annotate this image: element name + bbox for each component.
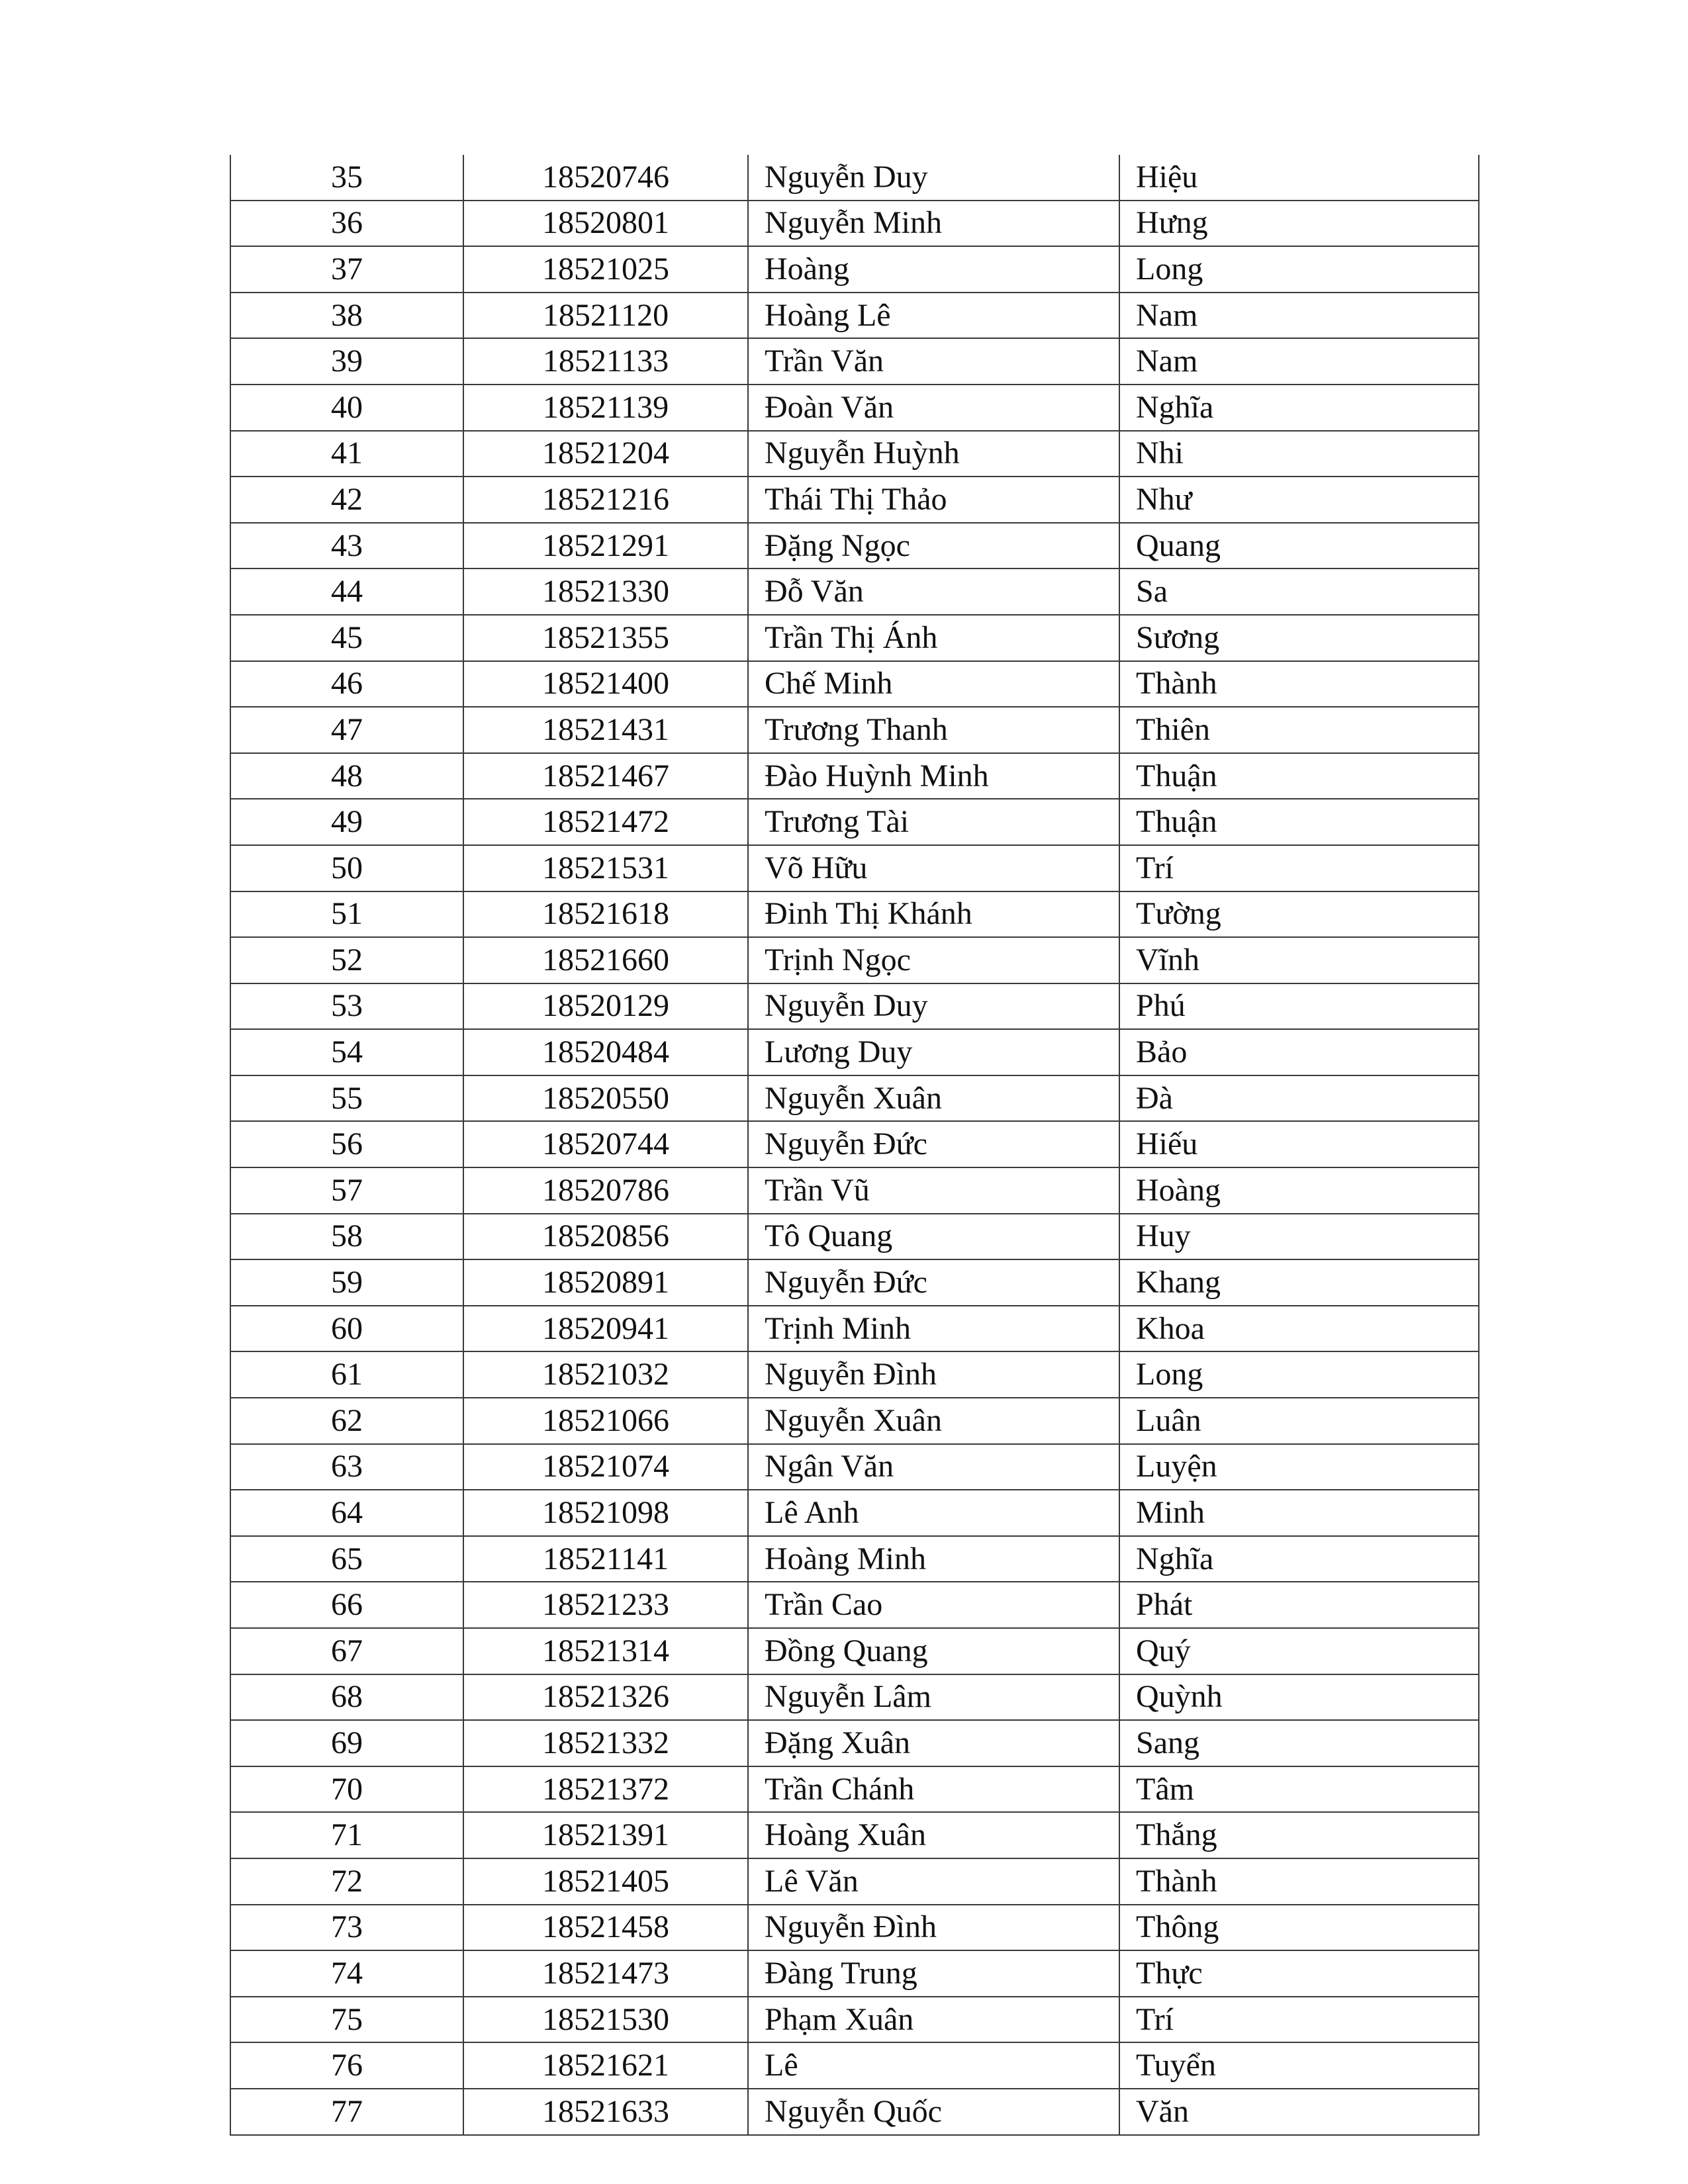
first-name-cell: Quang bbox=[1119, 523, 1479, 569]
first-name-cell: Như bbox=[1119, 477, 1479, 523]
row-number-cell: 44 bbox=[230, 569, 463, 615]
last-middle-name-cell: Nguyễn Minh bbox=[748, 201, 1119, 247]
row-number-cell: 64 bbox=[230, 1490, 463, 1536]
student-id-cell: 18521458 bbox=[463, 1905, 748, 1951]
first-name-cell: Nhi bbox=[1119, 431, 1479, 477]
table-row bbox=[230, 201, 1479, 247]
last-middle-name-cell: Đặng Ngọc bbox=[748, 523, 1119, 569]
first-name-cell: Hoàng bbox=[1119, 1167, 1479, 1214]
student-id-cell: 18521291 bbox=[463, 523, 748, 569]
row-number-cell: 72 bbox=[230, 1858, 463, 1905]
last-middle-name-cell: Trần Cao bbox=[748, 1582, 1119, 1628]
student-id-cell: 18521391 bbox=[463, 1812, 748, 1858]
table-row bbox=[230, 1121, 1479, 1167]
last-middle-name-cell: Hoàng bbox=[748, 246, 1119, 293]
table-row bbox=[230, 1351, 1479, 1398]
table-row bbox=[230, 1029, 1479, 1075]
row-number-cell: 37 bbox=[230, 246, 463, 293]
first-name-cell: Thắng bbox=[1119, 1812, 1479, 1858]
table-row bbox=[230, 1167, 1479, 1214]
row-number-cell: 58 bbox=[230, 1214, 463, 1260]
student-id-cell: 18521472 bbox=[463, 799, 748, 845]
table-row bbox=[230, 385, 1479, 431]
row-number-cell: 73 bbox=[230, 1905, 463, 1951]
row-number-cell: 61 bbox=[230, 1351, 463, 1398]
last-middle-name-cell: Hoàng Lê bbox=[748, 293, 1119, 339]
student-id-cell: 18521133 bbox=[463, 338, 748, 385]
table-row bbox=[230, 1674, 1479, 1721]
first-name-cell: Thiên bbox=[1119, 707, 1479, 753]
first-name-cell: Thành bbox=[1119, 1858, 1479, 1905]
table-row bbox=[230, 1628, 1479, 1674]
student-id-cell: 18520129 bbox=[463, 983, 748, 1030]
student-id-cell: 18521473 bbox=[463, 1950, 748, 1997]
student-id-cell: 18520746 bbox=[463, 155, 748, 201]
student-id-cell: 18521660 bbox=[463, 937, 748, 983]
student-id-cell: 18521621 bbox=[463, 2042, 748, 2089]
row-number-cell: 46 bbox=[230, 661, 463, 707]
last-middle-name-cell: Đỗ Văn bbox=[748, 569, 1119, 615]
table-row bbox=[230, 477, 1479, 523]
last-middle-name-cell: Nguyễn Duy bbox=[748, 155, 1119, 201]
student-id-cell: 18521032 bbox=[463, 1351, 748, 1398]
student-id-cell: 18520941 bbox=[463, 1306, 748, 1352]
first-name-cell: Quý bbox=[1119, 1628, 1479, 1674]
table-row bbox=[230, 1766, 1479, 1813]
student-id-cell: 18521531 bbox=[463, 845, 748, 891]
first-name-cell: Bảo bbox=[1119, 1029, 1479, 1075]
last-middle-name-cell: Nguyễn Đức bbox=[748, 1259, 1119, 1306]
last-middle-name-cell: Trương Thanh bbox=[748, 707, 1119, 753]
student-id-cell: 18521314 bbox=[463, 1628, 748, 1674]
last-middle-name-cell: Trịnh Ngọc bbox=[748, 937, 1119, 983]
last-middle-name-cell: Phạm Xuân bbox=[748, 1997, 1119, 2043]
first-name-cell: Khoa bbox=[1119, 1306, 1479, 1352]
last-middle-name-cell: Chế Minh bbox=[748, 661, 1119, 707]
table-row bbox=[230, 1720, 1479, 1766]
row-number-cell: 55 bbox=[230, 1075, 463, 1122]
first-name-cell: Minh bbox=[1119, 1490, 1479, 1536]
student-id-cell: 18520891 bbox=[463, 1259, 748, 1306]
row-number-cell: 47 bbox=[230, 707, 463, 753]
row-number-cell: 63 bbox=[230, 1444, 463, 1490]
table-row bbox=[230, 845, 1479, 891]
first-name-cell: Nam bbox=[1119, 293, 1479, 339]
first-name-cell: Luân bbox=[1119, 1398, 1479, 1444]
row-number-cell: 41 bbox=[230, 431, 463, 477]
row-number-cell: 48 bbox=[230, 753, 463, 799]
first-name-cell: Tường bbox=[1119, 891, 1479, 938]
first-name-cell: Thuận bbox=[1119, 799, 1479, 845]
last-middle-name-cell: Nguyễn Đình bbox=[748, 1905, 1119, 1951]
last-middle-name-cell: Nguyễn Đình bbox=[748, 1351, 1119, 1398]
student-id-cell: 18521233 bbox=[463, 1582, 748, 1628]
row-number-cell: 38 bbox=[230, 293, 463, 339]
last-middle-name-cell: Nguyễn Quốc bbox=[748, 2089, 1119, 2135]
table-row bbox=[230, 1444, 1479, 1490]
row-number-cell: 43 bbox=[230, 523, 463, 569]
table-row bbox=[230, 338, 1479, 385]
first-name-cell: Nghĩa bbox=[1119, 385, 1479, 431]
table-row bbox=[230, 1812, 1479, 1858]
first-name-cell: Thực bbox=[1119, 1950, 1479, 1997]
row-number-cell: 69 bbox=[230, 1720, 463, 1766]
last-middle-name-cell: Đặng Xuân bbox=[748, 1720, 1119, 1766]
table-row bbox=[230, 1858, 1479, 1905]
student-id-cell: 18520744 bbox=[463, 1121, 748, 1167]
first-name-cell: Thông bbox=[1119, 1905, 1479, 1951]
row-number-cell: 40 bbox=[230, 385, 463, 431]
row-number-cell: 62 bbox=[230, 1398, 463, 1444]
student-id-cell: 18521330 bbox=[463, 569, 748, 615]
student-id-cell: 18520856 bbox=[463, 1214, 748, 1260]
row-number-cell: 49 bbox=[230, 799, 463, 845]
student-id-cell: 18521204 bbox=[463, 431, 748, 477]
row-number-cell: 57 bbox=[230, 1167, 463, 1214]
table-row bbox=[230, 155, 1479, 201]
last-middle-name-cell: Hoàng Xuân bbox=[748, 1812, 1119, 1858]
first-name-cell: Hưng bbox=[1119, 201, 1479, 247]
first-name-cell: Trí bbox=[1119, 1997, 1479, 2043]
table-row bbox=[230, 523, 1479, 569]
student-id-cell: 18521355 bbox=[463, 615, 748, 661]
student-id-cell: 18521530 bbox=[463, 1997, 748, 2043]
student-id-cell: 18521120 bbox=[463, 293, 748, 339]
row-number-cell: 70 bbox=[230, 1766, 463, 1813]
table-row bbox=[230, 753, 1479, 799]
student-id-cell: 18520484 bbox=[463, 1029, 748, 1075]
row-number-cell: 75 bbox=[230, 1997, 463, 2043]
student-id-cell: 18521025 bbox=[463, 246, 748, 293]
first-name-cell: Huy bbox=[1119, 1214, 1479, 1260]
table-row bbox=[230, 2042, 1479, 2089]
row-number-cell: 54 bbox=[230, 1029, 463, 1075]
table-row bbox=[230, 1398, 1479, 1444]
student-id-cell: 18521633 bbox=[463, 2089, 748, 2135]
row-number-cell: 35 bbox=[230, 155, 463, 201]
row-number-cell: 74 bbox=[230, 1950, 463, 1997]
last-middle-name-cell: Tô Quang bbox=[748, 1214, 1119, 1260]
student-id-cell: 18521618 bbox=[463, 891, 748, 938]
last-middle-name-cell: Võ Hữu bbox=[748, 845, 1119, 891]
last-middle-name-cell: Nguyễn Xuân bbox=[748, 1398, 1119, 1444]
last-middle-name-cell: Trần Thị Ánh bbox=[748, 615, 1119, 661]
student-id-cell: 18521372 bbox=[463, 1766, 748, 1813]
row-number-cell: 65 bbox=[230, 1536, 463, 1582]
table-row bbox=[230, 1950, 1479, 1997]
student-id-cell: 18521216 bbox=[463, 477, 748, 523]
row-number-cell: 77 bbox=[230, 2089, 463, 2135]
table-row bbox=[230, 1582, 1479, 1628]
student-id-cell: 18521431 bbox=[463, 707, 748, 753]
first-name-cell: Vĩnh bbox=[1119, 937, 1479, 983]
student-id-cell: 18521141 bbox=[463, 1536, 748, 1582]
last-middle-name-cell: Trần Chánh bbox=[748, 1766, 1119, 1813]
row-number-cell: 76 bbox=[230, 2042, 463, 2089]
last-middle-name-cell: Nguyễn Huỳnh bbox=[748, 431, 1119, 477]
table-row bbox=[230, 1536, 1479, 1582]
last-middle-name-cell: Nguyễn Xuân bbox=[748, 1075, 1119, 1122]
first-name-cell: Quỳnh bbox=[1119, 1674, 1479, 1721]
table-row bbox=[230, 891, 1479, 938]
student-id-cell: 18521405 bbox=[463, 1858, 748, 1905]
table-row bbox=[230, 615, 1479, 661]
row-number-cell: 71 bbox=[230, 1812, 463, 1858]
row-number-cell: 50 bbox=[230, 845, 463, 891]
row-number-cell: 42 bbox=[230, 477, 463, 523]
first-name-cell: Long bbox=[1119, 1351, 1479, 1398]
student-id-cell: 18521326 bbox=[463, 1674, 748, 1721]
first-name-cell: Tuyển bbox=[1119, 2042, 1479, 2089]
row-number-cell: 53 bbox=[230, 983, 463, 1030]
row-number-cell: 52 bbox=[230, 937, 463, 983]
table-row bbox=[230, 1905, 1479, 1951]
student-id-cell: 18520550 bbox=[463, 1075, 748, 1122]
first-name-cell: Văn bbox=[1119, 2089, 1479, 2135]
student-id-cell: 18521467 bbox=[463, 753, 748, 799]
first-name-cell: Nam bbox=[1119, 338, 1479, 385]
last-middle-name-cell: Đồng Quang bbox=[748, 1628, 1119, 1674]
first-name-cell: Thành bbox=[1119, 661, 1479, 707]
last-middle-name-cell: Lê Văn bbox=[748, 1858, 1119, 1905]
table-row bbox=[230, 661, 1479, 707]
first-name-cell: Thuận bbox=[1119, 753, 1479, 799]
first-name-cell: Phú bbox=[1119, 983, 1479, 1030]
row-number-cell: 56 bbox=[230, 1121, 463, 1167]
last-middle-name-cell: Thái Thị Thảo bbox=[748, 477, 1119, 523]
last-middle-name-cell: Trương Tài bbox=[748, 799, 1119, 845]
student-id-cell: 18521074 bbox=[463, 1444, 748, 1490]
first-name-cell: Sương bbox=[1119, 615, 1479, 661]
student-list-body bbox=[230, 155, 1479, 2135]
table-row bbox=[230, 1214, 1479, 1260]
first-name-cell: Sa bbox=[1119, 569, 1479, 615]
last-middle-name-cell: Lương Duy bbox=[748, 1029, 1119, 1075]
first-name-cell: Tâm bbox=[1119, 1766, 1479, 1813]
first-name-cell: Nghĩa bbox=[1119, 1536, 1479, 1582]
row-number-cell: 66 bbox=[230, 1582, 463, 1628]
row-number-cell: 51 bbox=[230, 891, 463, 938]
first-name-cell: Khang bbox=[1119, 1259, 1479, 1306]
last-middle-name-cell: Hoàng Minh bbox=[748, 1536, 1119, 1582]
table-row bbox=[230, 799, 1479, 845]
student-id-cell: 18521139 bbox=[463, 385, 748, 431]
table-row bbox=[230, 937, 1479, 983]
last-middle-name-cell: Lê Anh bbox=[748, 1490, 1119, 1536]
table-row bbox=[230, 431, 1479, 477]
first-name-cell: Hiếu bbox=[1119, 1121, 1479, 1167]
last-middle-name-cell: Trịnh Minh bbox=[748, 1306, 1119, 1352]
student-id-cell: 18521332 bbox=[463, 1720, 748, 1766]
first-name-cell: Luyện bbox=[1119, 1444, 1479, 1490]
table-row bbox=[230, 2089, 1479, 2135]
last-middle-name-cell: Đinh Thị Khánh bbox=[748, 891, 1119, 938]
last-middle-name-cell: Ngân Văn bbox=[748, 1444, 1119, 1490]
row-number-cell: 60 bbox=[230, 1306, 463, 1352]
last-middle-name-cell: Nguyễn Duy bbox=[748, 983, 1119, 1030]
first-name-cell: Đà bbox=[1119, 1075, 1479, 1122]
row-number-cell: 36 bbox=[230, 201, 463, 247]
table-row bbox=[230, 707, 1479, 753]
table-row bbox=[230, 569, 1479, 615]
first-name-cell: Sang bbox=[1119, 1720, 1479, 1766]
first-name-cell: Hiệu bbox=[1119, 155, 1479, 201]
row-number-cell: 45 bbox=[230, 615, 463, 661]
student-id-cell: 18521400 bbox=[463, 661, 748, 707]
table-row bbox=[230, 1075, 1479, 1122]
table-row bbox=[230, 293, 1479, 339]
last-middle-name-cell: Nguyễn Lâm bbox=[748, 1674, 1119, 1721]
row-number-cell: 67 bbox=[230, 1628, 463, 1674]
last-middle-name-cell: Trần Văn bbox=[748, 338, 1119, 385]
table-row bbox=[230, 246, 1479, 293]
last-middle-name-cell: Đào Huỳnh Minh bbox=[748, 753, 1119, 799]
first-name-cell: Phát bbox=[1119, 1582, 1479, 1628]
row-number-cell: 59 bbox=[230, 1259, 463, 1306]
student-id-cell: 18520786 bbox=[463, 1167, 748, 1214]
table-row bbox=[230, 1997, 1479, 2043]
row-number-cell: 68 bbox=[230, 1674, 463, 1721]
last-middle-name-cell: Đoàn Văn bbox=[748, 385, 1119, 431]
table-row bbox=[230, 983, 1479, 1030]
student-id-cell: 18521098 bbox=[463, 1490, 748, 1536]
student-id-cell: 18521066 bbox=[463, 1398, 748, 1444]
last-middle-name-cell: Trần Vũ bbox=[748, 1167, 1119, 1214]
first-name-cell: Long bbox=[1119, 246, 1479, 293]
first-name-cell: Trí bbox=[1119, 845, 1479, 891]
table-row bbox=[230, 1490, 1479, 1536]
last-middle-name-cell: Lê bbox=[748, 2042, 1119, 2089]
row-number-cell: 39 bbox=[230, 338, 463, 385]
table-row bbox=[230, 1306, 1479, 1352]
student-id-cell: 18520801 bbox=[463, 201, 748, 247]
student-list-table bbox=[230, 155, 1479, 2136]
last-middle-name-cell: Đàng Trung bbox=[748, 1950, 1119, 1997]
table-row bbox=[230, 1259, 1479, 1306]
last-middle-name-cell: Nguyễn Đức bbox=[748, 1121, 1119, 1167]
